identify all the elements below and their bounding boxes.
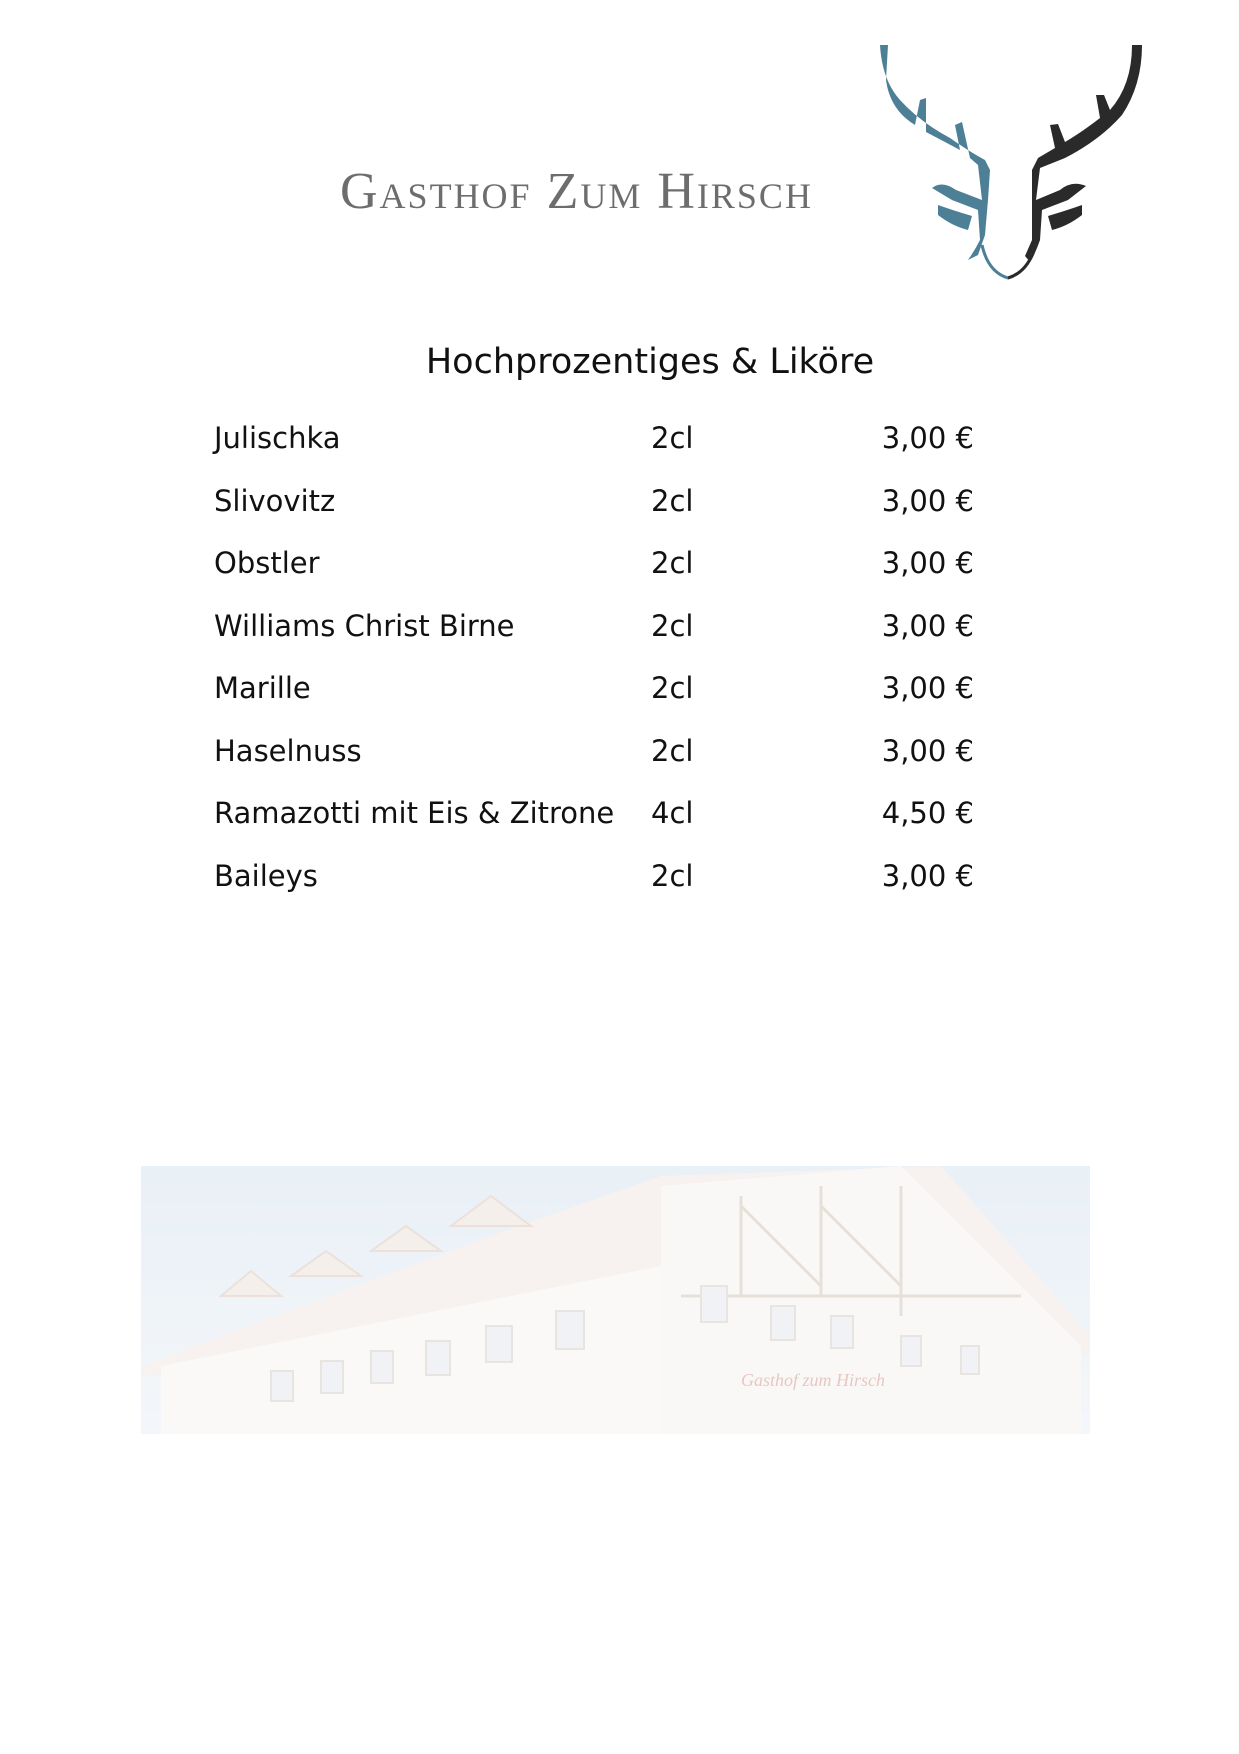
photo-signage: Gasthof zum Hirsch xyxy=(741,1370,886,1390)
item-size: 2cl xyxy=(651,858,694,893)
brand-name-text: Gasthof Zum Hirsch xyxy=(340,163,813,220)
menu-item xyxy=(214,418,974,481)
menu-item xyxy=(214,793,974,856)
item-name: Obstler xyxy=(214,546,320,580)
item-name: Baileys xyxy=(214,858,318,893)
item-size: 2cl xyxy=(651,671,694,705)
item-name: Slivovitz xyxy=(214,483,336,518)
item-size: 2cl xyxy=(651,483,694,518)
building-photo xyxy=(141,1166,1090,1434)
item-size: 2cl xyxy=(651,608,694,643)
item-price: 4,50 € xyxy=(881,796,974,830)
item-price: 3,00 € xyxy=(881,421,974,455)
item-price: 3,00 € xyxy=(881,608,974,643)
item-size: 4cl xyxy=(651,796,694,830)
item-price: 3,00 € xyxy=(881,483,974,518)
item-price: 3,00 € xyxy=(881,733,974,768)
stag-antlers-icon xyxy=(860,40,1160,290)
item-name: Haselnuss xyxy=(214,733,362,768)
item-name: Julischka xyxy=(214,421,341,455)
menu-list xyxy=(214,418,974,918)
menu-item xyxy=(214,543,974,606)
item-price: 3,00 € xyxy=(881,858,974,893)
brand-name xyxy=(340,162,813,221)
section-title: Hochprozentiges & Liköre xyxy=(425,342,875,382)
item-size: 2cl xyxy=(651,733,694,768)
item-name: Marille xyxy=(214,671,311,705)
item-name: Ramazotti mit Eis & Zitrone xyxy=(214,796,615,830)
menu-item xyxy=(214,731,974,794)
item-name: Williams Christ Birne xyxy=(214,608,515,643)
menu-item xyxy=(214,606,974,669)
item-size: 2cl xyxy=(651,546,694,580)
menu-item xyxy=(214,481,974,544)
item-price: 3,00 € xyxy=(881,546,974,580)
item-price: 3,00 € xyxy=(881,671,974,705)
item-size: 2cl xyxy=(651,421,694,455)
menu-item xyxy=(214,668,974,731)
menu-item xyxy=(214,856,974,919)
